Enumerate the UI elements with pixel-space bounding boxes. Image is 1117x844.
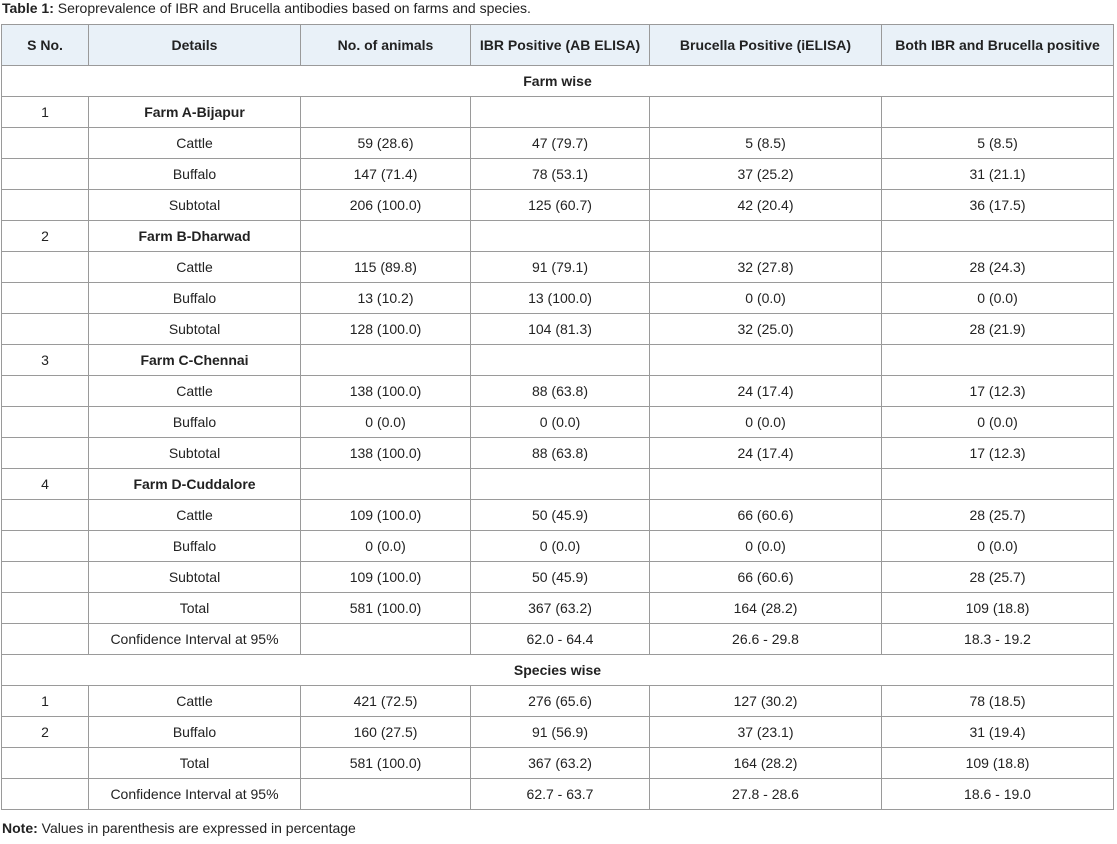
empty-cell	[650, 221, 882, 252]
animals-cell: 138 (100.0)	[301, 438, 471, 469]
table-row	[2, 686, 1114, 717]
section-row-farm	[2, 66, 1114, 97]
table-row	[2, 252, 1114, 283]
detail-cell: Cattle	[89, 686, 301, 717]
detail-cell: Cattle	[89, 500, 301, 531]
sno-cell	[2, 748, 89, 779]
ibr-cell: 47 (79.7)	[471, 128, 650, 159]
empty-cell	[650, 345, 882, 376]
total-row	[2, 593, 1114, 624]
farm-name: Farm C-Chennai	[89, 345, 301, 376]
both-cell: 28 (25.7)	[882, 500, 1114, 531]
both-cell: 5 (8.5)	[882, 128, 1114, 159]
both-cell: 17 (12.3)	[882, 376, 1114, 407]
brucella-cell: 24 (17.4)	[650, 376, 882, 407]
ci-row	[2, 779, 1114, 810]
ibr-cell: 88 (63.8)	[471, 376, 650, 407]
farm-name: Farm A-Bijapur	[89, 97, 301, 128]
both-cell: 0 (0.0)	[882, 283, 1114, 314]
animals-cell: 206 (100.0)	[301, 190, 471, 221]
animals-cell: 421 (72.5)	[301, 686, 471, 717]
sno-cell: 1	[2, 97, 89, 128]
detail-cell: Subtotal	[89, 438, 301, 469]
sno-cell: 2	[2, 717, 89, 748]
empty-cell	[301, 97, 471, 128]
empty-cell	[650, 97, 882, 128]
both-cell: 18.3 - 19.2	[882, 624, 1114, 655]
animals-cell: 147 (71.4)	[301, 159, 471, 190]
sno-cell	[2, 438, 89, 469]
ibr-cell: 276 (65.6)	[471, 686, 650, 717]
brucella-cell: 32 (25.0)	[650, 314, 882, 345]
ibr-cell: 91 (79.1)	[471, 252, 650, 283]
detail-cell: Buffalo	[89, 407, 301, 438]
animals-cell: 109 (100.0)	[301, 500, 471, 531]
both-cell: 0 (0.0)	[882, 407, 1114, 438]
farm-name: Farm D-Cuddalore	[89, 469, 301, 500]
detail-cell: Total	[89, 593, 301, 624]
animals-cell: 115 (89.8)	[301, 252, 471, 283]
ibr-cell: 0 (0.0)	[471, 407, 650, 438]
detail-cell: Buffalo	[89, 159, 301, 190]
detail-cell: Cattle	[89, 252, 301, 283]
both-cell: 78 (18.5)	[882, 686, 1114, 717]
ibr-cell: 50 (45.9)	[471, 500, 650, 531]
both-cell: 0 (0.0)	[882, 531, 1114, 562]
animals-cell: 160 (27.5)	[301, 717, 471, 748]
brucella-cell: 5 (8.5)	[650, 128, 882, 159]
farm-heading-row	[2, 469, 1114, 500]
sno-cell	[2, 190, 89, 221]
both-cell: 109 (18.8)	[882, 593, 1114, 624]
sno-cell	[2, 531, 89, 562]
detail-cell: Confidence Interval at 95%	[89, 779, 301, 810]
header-row	[2, 25, 1114, 66]
animals-cell: 128 (100.0)	[301, 314, 471, 345]
header-details: Details	[89, 25, 301, 66]
brucella-cell: 37 (25.2)	[650, 159, 882, 190]
sno-cell: 4	[2, 469, 89, 500]
empty-cell	[301, 345, 471, 376]
sno-cell: 3	[2, 345, 89, 376]
ibr-cell: 367 (63.2)	[471, 593, 650, 624]
empty-cell	[301, 469, 471, 500]
brucella-cell: 66 (60.6)	[650, 500, 882, 531]
detail-cell: Cattle	[89, 376, 301, 407]
ibr-cell: 50 (45.9)	[471, 562, 650, 593]
table-row	[2, 128, 1114, 159]
ibr-cell: 88 (63.8)	[471, 438, 650, 469]
table-row	[2, 500, 1114, 531]
table-row	[2, 283, 1114, 314]
table-note	[2, 820, 356, 836]
empty-cell	[471, 469, 650, 500]
ibr-cell: 125 (60.7)	[471, 190, 650, 221]
both-cell: 18.6 - 19.0	[882, 779, 1114, 810]
table-row	[2, 438, 1114, 469]
brucella-cell: 26.6 - 29.8	[650, 624, 882, 655]
both-cell: 17 (12.3)	[882, 438, 1114, 469]
animals-cell: 0 (0.0)	[301, 531, 471, 562]
sno-cell	[2, 128, 89, 159]
brucella-cell: 127 (30.2)	[650, 686, 882, 717]
header-ibr: IBR Positive (AB ELISA)	[471, 25, 650, 66]
animals-cell: 0 (0.0)	[301, 407, 471, 438]
sno-cell	[2, 314, 89, 345]
detail-cell: Subtotal	[89, 562, 301, 593]
section-row-species	[2, 655, 1114, 686]
section-title-species: Species wise	[2, 655, 1114, 686]
ibr-cell: 13 (100.0)	[471, 283, 650, 314]
detail-cell: Cattle	[89, 128, 301, 159]
animals-cell: 581 (100.0)	[301, 748, 471, 779]
sno-cell	[2, 283, 89, 314]
sno-cell: 1	[2, 686, 89, 717]
empty-cell	[471, 345, 650, 376]
sno-cell	[2, 562, 89, 593]
empty-cell	[882, 345, 1114, 376]
ibr-cell: 91 (56.9)	[471, 717, 650, 748]
sno-cell	[2, 624, 89, 655]
header-both: Both IBR and Brucella positive	[882, 25, 1114, 66]
note-text: Values in parenthesis are expressed in percentage	[41, 820, 356, 836]
sno-cell	[2, 500, 89, 531]
empty-cell	[471, 221, 650, 252]
note-label: Note:	[2, 820, 38, 836]
animals-cell: 109 (100.0)	[301, 562, 471, 593]
ibr-cell: 62.7 - 63.7	[471, 779, 650, 810]
brucella-cell: 24 (17.4)	[650, 438, 882, 469]
both-cell: 28 (25.7)	[882, 562, 1114, 593]
brucella-cell: 164 (28.2)	[650, 748, 882, 779]
sno-cell	[2, 376, 89, 407]
animals-cell	[301, 624, 471, 655]
farm-name: Farm B-Dharwad	[89, 221, 301, 252]
table-row	[2, 717, 1114, 748]
header-sno: S No.	[2, 25, 89, 66]
both-cell: 31 (19.4)	[882, 717, 1114, 748]
both-cell: 28 (24.3)	[882, 252, 1114, 283]
animals-cell: 13 (10.2)	[301, 283, 471, 314]
table-row	[2, 190, 1114, 221]
detail-cell: Buffalo	[89, 283, 301, 314]
brucella-cell: 0 (0.0)	[650, 531, 882, 562]
section-title-farm: Farm wise	[2, 66, 1114, 97]
empty-cell	[650, 469, 882, 500]
sno-cell	[2, 407, 89, 438]
table-row	[2, 562, 1114, 593]
brucella-cell: 32 (27.8)	[650, 252, 882, 283]
table-row	[2, 531, 1114, 562]
empty-cell	[471, 97, 650, 128]
table-row	[2, 159, 1114, 190]
empty-cell	[882, 97, 1114, 128]
sno-cell	[2, 779, 89, 810]
animals-cell: 138 (100.0)	[301, 376, 471, 407]
detail-cell: Buffalo	[89, 531, 301, 562]
header-animals: No. of animals	[301, 25, 471, 66]
sno-cell	[2, 159, 89, 190]
detail-cell: Confidence Interval at 95%	[89, 624, 301, 655]
caption-label: Table 1:	[2, 0, 54, 16]
table-body	[2, 66, 1114, 810]
brucella-cell: 37 (23.1)	[650, 717, 882, 748]
detail-cell: Total	[89, 748, 301, 779]
brucella-cell: 0 (0.0)	[650, 407, 882, 438]
empty-cell	[882, 469, 1114, 500]
sno-cell: 2	[2, 221, 89, 252]
brucella-cell: 66 (60.6)	[650, 562, 882, 593]
farm-heading-row	[2, 97, 1114, 128]
brucella-cell: 164 (28.2)	[650, 593, 882, 624]
total-row	[2, 748, 1114, 779]
sno-cell	[2, 252, 89, 283]
detail-cell: Subtotal	[89, 314, 301, 345]
both-cell: 28 (21.9)	[882, 314, 1114, 345]
ibr-cell: 78 (53.1)	[471, 159, 650, 190]
sno-cell	[2, 593, 89, 624]
empty-cell	[882, 221, 1114, 252]
caption-text: Seroprevalence of IBR and Brucella antibodies based on farms and species.	[57, 0, 531, 16]
detail-cell: Buffalo	[89, 717, 301, 748]
table-caption	[2, 0, 531, 16]
ibr-cell: 62.0 - 64.4	[471, 624, 650, 655]
animals-cell: 59 (28.6)	[301, 128, 471, 159]
both-cell: 31 (21.1)	[882, 159, 1114, 190]
ibr-cell: 367 (63.2)	[471, 748, 650, 779]
ci-row	[2, 624, 1114, 655]
brucella-cell: 0 (0.0)	[650, 283, 882, 314]
ibr-cell: 104 (81.3)	[471, 314, 650, 345]
table-row	[2, 314, 1114, 345]
both-cell: 36 (17.5)	[882, 190, 1114, 221]
farm-heading-row	[2, 345, 1114, 376]
both-cell: 109 (18.8)	[882, 748, 1114, 779]
empty-cell	[301, 221, 471, 252]
animals-cell: 581 (100.0)	[301, 593, 471, 624]
table-row	[2, 407, 1114, 438]
header-brucella: Brucella Positive (iELISA)	[650, 25, 882, 66]
detail-cell: Subtotal	[89, 190, 301, 221]
brucella-cell: 27.8 - 28.6	[650, 779, 882, 810]
ibr-cell: 0 (0.0)	[471, 531, 650, 562]
farm-heading-row	[2, 221, 1114, 252]
animals-cell	[301, 779, 471, 810]
seroprevalence-table	[1, 24, 1114, 810]
brucella-cell: 42 (20.4)	[650, 190, 882, 221]
table-row	[2, 376, 1114, 407]
